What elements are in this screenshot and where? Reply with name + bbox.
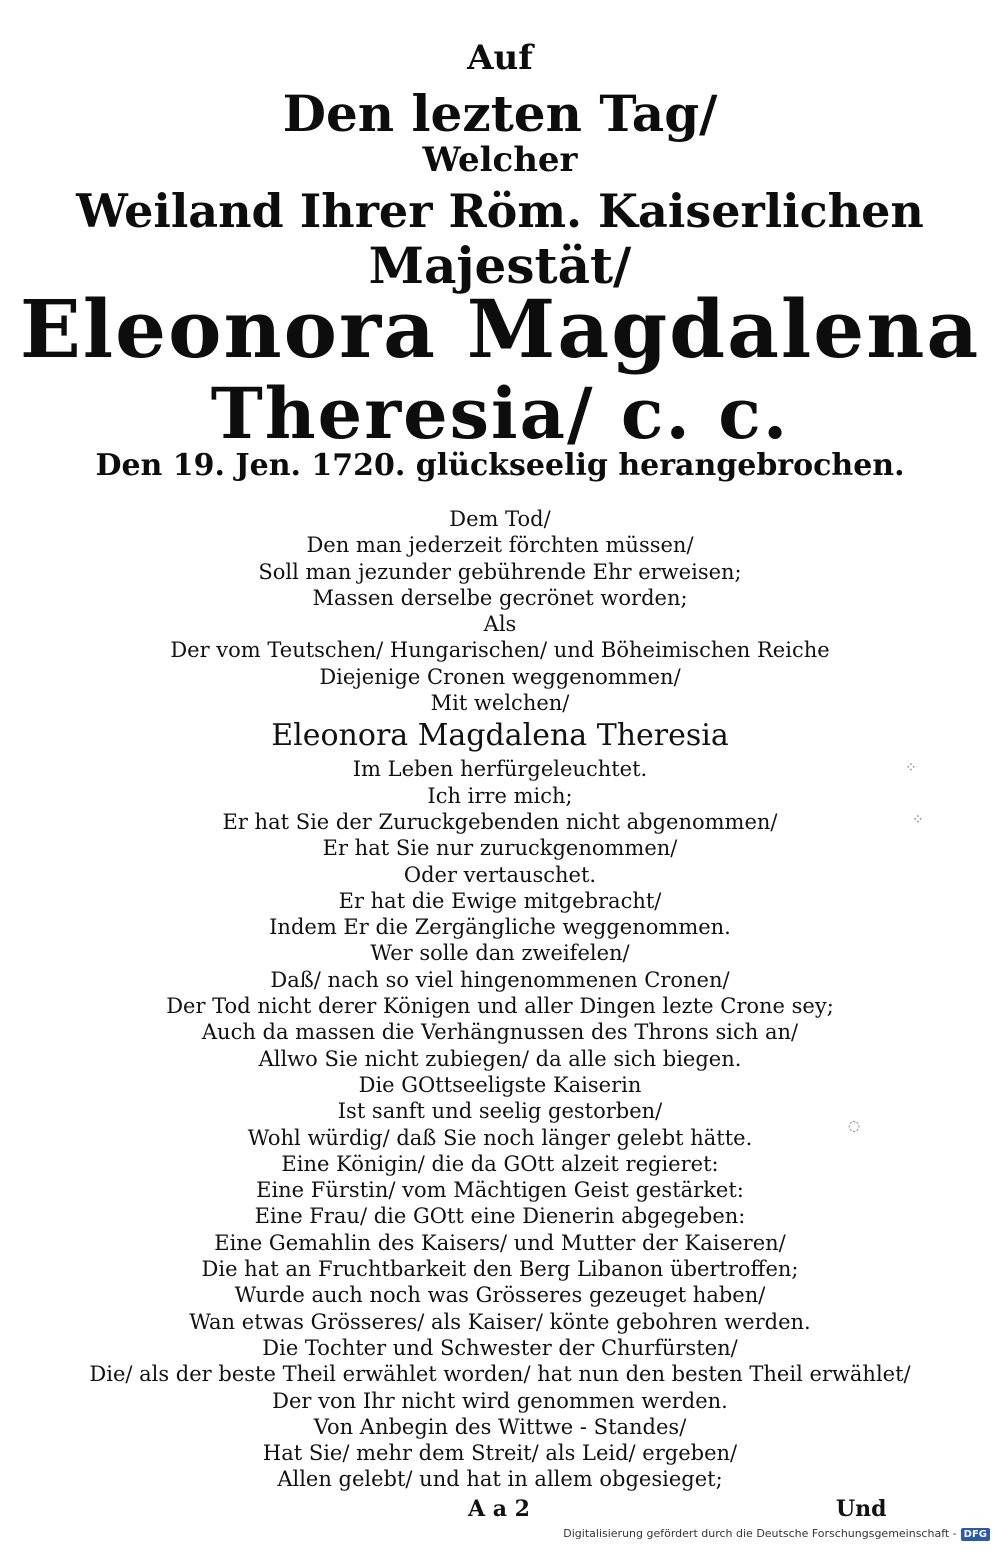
poem-line: Die/ als der beste Theil erwählet worden/ hat nun den besten Theil erwählet/ [89,1362,911,1387]
poem-body [60,506,940,1493]
poem-line: Auch da massen die Verhängnussen des Throns sich an/ [201,1020,799,1045]
poem-line: Er hat Sie nur zuruckgenommen/ [322,836,678,861]
title-date-line: Den 19. Jen. 1720. glückseelig herangebrochen. [95,448,905,483]
poem-line: Die Tochter und Schwester der Churfürsten/ [262,1335,738,1360]
poem-line: Wan etwas Grösseres/ als Kaiser/ könte gebohren werden. [189,1309,811,1334]
poem-line: Die GOttseeligste Kaiserin [358,1072,642,1097]
poem-line: Eine Fürstin/ vom Mächtigen Geist gestärket: [256,1178,744,1203]
poem-line: Er hat die Ewige mitgebracht/ [338,888,662,913]
title-line-4: Weiland Ihrer Röm. Kaiserlichen [76,184,924,238]
signature-mark: A a 2 [468,1496,530,1522]
poem-line: Wurde auch noch was Grösseres gezeuget haben/ [234,1283,766,1308]
title-line-5: Majestät/ [368,236,632,295]
poem-line: Wohl würdig/ daß Sie noch länger gelebt hätte. [247,1125,753,1150]
poem-line: Hat Sie/ mehr dem Streit/ als Leid/ ergeben/ [262,1441,738,1466]
poem-line: Ist sanft und seelig gestorben/ [337,1099,663,1124]
poem-line: Eine Gemahlin des Kaisers/ und Mutter der Kaiseren/ [214,1230,786,1255]
poem-line: Mit welchen/ [430,691,570,716]
poem-line: Diejenige Cronen weggenommen/ [319,664,681,689]
poem-line: Der vom Teutschen/ Hungarischen/ und Böheimischen Reiche [170,638,830,663]
poem-line: Als [483,612,517,637]
poem-name-line: Eleonora Magdalena Theresia [271,718,729,754]
poem-line: Daß/ nach so viel hingenommenen Cronen/ [270,967,730,992]
print-speck: ◌ [848,1118,861,1134]
catchword: Und [836,1496,887,1522]
poem-line: Eine Königin/ die da GOtt alzeit regieret: [281,1151,719,1176]
poem-line: Er hat Sie der Zuruckgebenden nicht abgenommen/ [222,809,778,834]
poem-line: Indem Er die Zergängliche weggenommen. [269,915,731,940]
title-name-line: Eleonora Magdalena [19,282,981,376]
poem-line: Die hat an Fruchtbarkeit den Berg Libanon übertroffen; [201,1257,799,1282]
poem-line: Eine Frau/ die GOtt eine Dienerin abgegeben: [254,1204,746,1229]
digitization-footer [563,1527,990,1541]
poem-line: Den man jederzeit förchten müssen/ [306,533,694,558]
poem-line: Im Leben herfürgeleuchtet. [352,757,648,782]
print-speck: ⁘ [912,812,924,828]
poem-line: Ich irre mich; [427,783,573,808]
print-speck: ⁘ [905,760,917,776]
poem-line: Wer solle dan zweifelen/ [370,941,630,966]
footer-text: Digitalisierung gefördert durch die Deutsche Forschungsgemeinschaft - [563,1527,957,1540]
title-name-line-2: Theresia/ c. c. [210,372,790,455]
poem-line: Oder vertauschet. [403,862,597,887]
poem-line: Von Anbegin des Wittwe - Standes/ [313,1414,687,1439]
poem-line: Allen gelebt/ und hat in allem obgesieget; [277,1467,723,1492]
title-line-3: Welcher [422,140,578,180]
poem-line: Der von Ihr nicht wird genommen werden. [272,1388,728,1413]
poem-line: Soll man jezunder gebührende Ehr erweisen; [258,559,742,584]
title-line-1: Auf [467,38,533,78]
poem-line: Der Tod nicht derer Königen und aller Dingen lezte Crone sey; [166,994,834,1019]
dfg-logo-icon: DFG [961,1528,990,1541]
poem-line: Massen derselbe gecrönet worden; [312,585,688,610]
poem-line: Allwo Sie nicht zubiegen/ da alle sich biegen. [258,1046,742,1071]
poem-line: Dem Tod/ [449,507,551,531]
title-line-2: Den lezten Tag/ [282,84,718,143]
